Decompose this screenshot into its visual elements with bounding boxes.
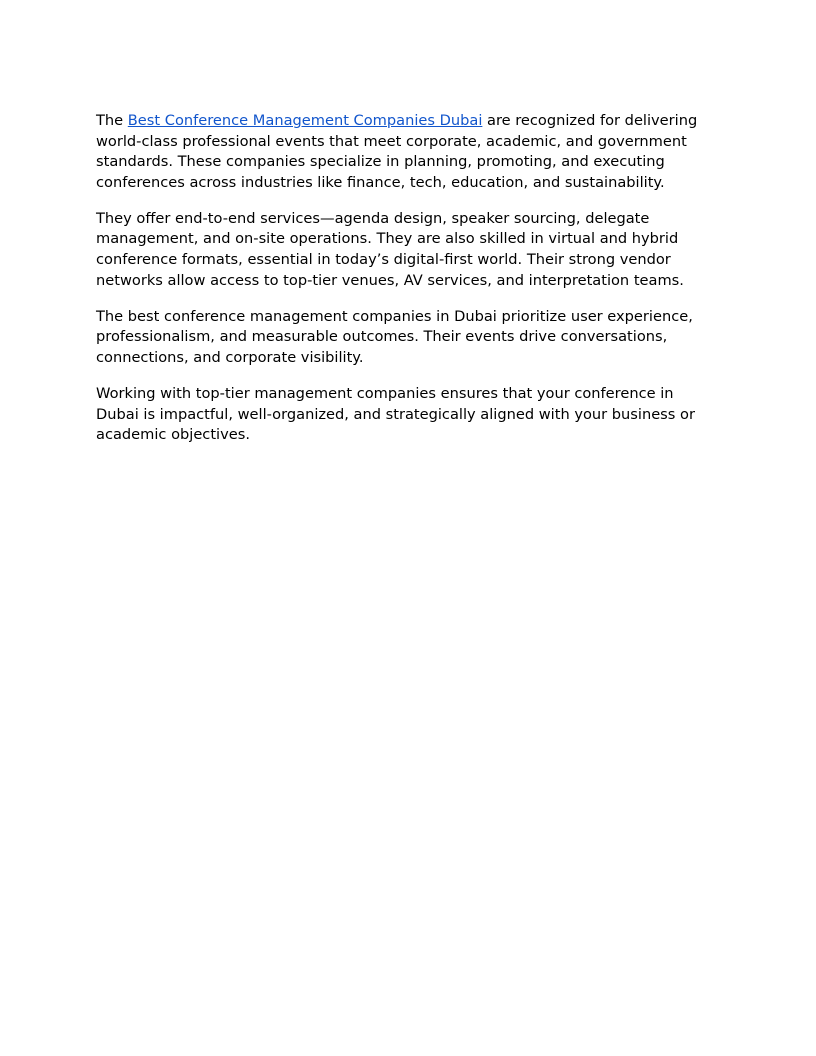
paragraph-services: They offer end-to-end services—agenda design, speaker sourcing, delegate management, and on-site operations. They are also skilled in virtual and hybrid conference formats, essential in today’s digital-first world. Their strong vendor networks allow access to top-tier venues, AV services, and interpretation teams. (96, 209, 684, 289)
best-conference-companies-link[interactable]: Best Conference Management Companies Dubai (127, 112, 483, 129)
paragraph-conclusion: Working with top-tier management companies ensures that your conference in Dubai is impactful, well-organized, and strategically aligned with your business or academic objectives. (96, 385, 695, 444)
paragraph-intro-prefix: The (96, 112, 128, 129)
paragraph-intro-suffix: are recognized for delivering world-class professional events that meet corporate, academic, and government standards. These companies specialize in planning, promoting, and executing conferences across industries like finance, tech, education, and sustainability. (96, 112, 698, 191)
paragraph-intro (96, 111, 720, 193)
document-body (96, 111, 720, 461)
paragraph-priorities: The best conference management companies in Dubai prioritize user experience, professionalism, and measurable outcomes. Their events drive conversations, connections, and corporate visibility. (96, 307, 693, 366)
